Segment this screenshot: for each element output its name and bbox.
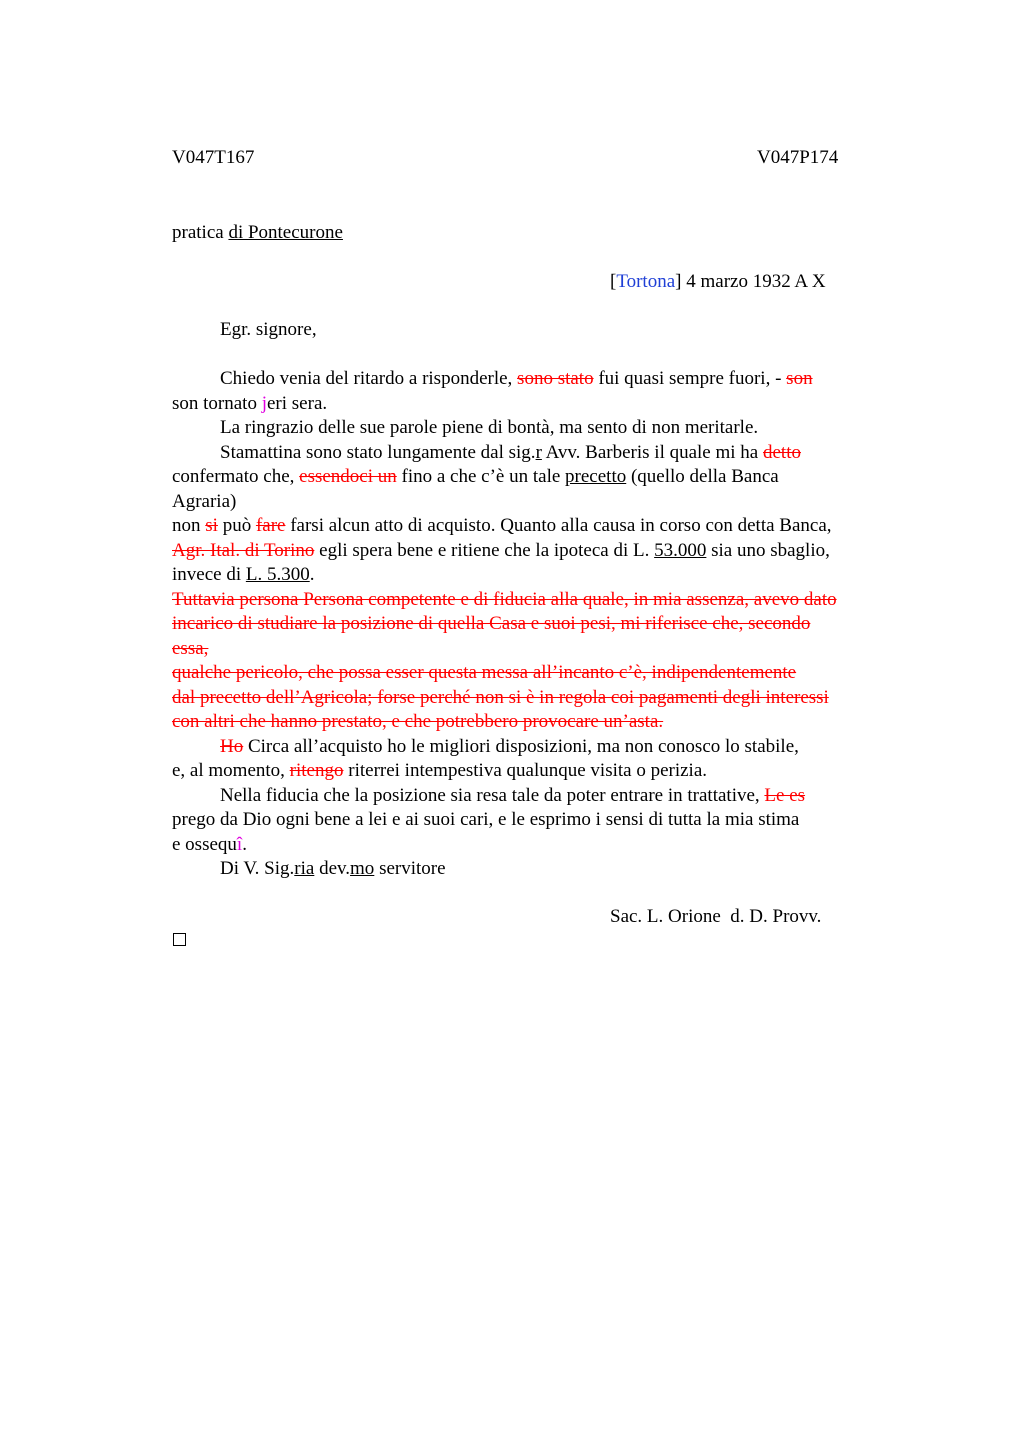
corrected-letter: î bbox=[236, 834, 243, 855]
text-run: e ossequ bbox=[172, 834, 237, 855]
body-line-2 bbox=[172, 392, 327, 416]
deleted-text: fare bbox=[255, 515, 286, 536]
body-line-7 bbox=[172, 514, 832, 538]
deleted-text: Agr. Ital. di Torino bbox=[172, 540, 315, 561]
deleted-paragraph-line-2: incarico di studiare la posizione di quella Casa e suoi pesi, mi riferisce che, secondo bbox=[172, 613, 811, 634]
deleted-text: sono stato bbox=[517, 368, 594, 389]
body-line-14 bbox=[172, 833, 247, 857]
deleted-paragraph-line-1: Tuttavia persona Persona competente e di fiducia alla quale, in mia assenza, avevo dato bbox=[172, 589, 837, 610]
deleted-paragraph-line-5: dal precetto dell’Agricola; forse perché non si è in regola coi pagamenti degli interessi bbox=[172, 687, 829, 708]
deleted-paragraph-line-3: essa, bbox=[172, 638, 209, 659]
body-line-13: prego da Dio ogni bene a lei e ai suoi cari, e le esprimo i sensi di tutta la mia stima bbox=[172, 809, 800, 830]
underlined-text: 53.000 bbox=[654, 540, 707, 561]
subject-prefix: pratica bbox=[172, 222, 229, 243]
subject-line bbox=[172, 222, 343, 244]
body-line-9 bbox=[172, 563, 314, 587]
body-line-3: La ringrazio delle sue parole piene di bontà, ma sento di non meritarle. bbox=[220, 417, 759, 438]
text-run: non bbox=[172, 515, 206, 536]
body-line-4 bbox=[220, 441, 801, 465]
end-marker-square-icon bbox=[173, 933, 186, 946]
body-line-12 bbox=[220, 784, 805, 808]
header-right-code: V047P174 bbox=[757, 147, 839, 168]
dateline-open: [ bbox=[610, 271, 617, 292]
deleted-text: essendoci un bbox=[299, 466, 397, 487]
deleted-text: ritengo bbox=[289, 760, 344, 781]
text-run: Avv. Barberis il quale mi ha bbox=[541, 442, 763, 463]
text-run: può bbox=[217, 515, 256, 536]
underlined-text: L. 5.300 bbox=[245, 564, 310, 585]
text-run: sia uno sbaglio, bbox=[706, 540, 830, 561]
text-run: Stamattina sono stato lungamente dal sig. bbox=[220, 442, 536, 463]
text-run: (quello della Banca bbox=[626, 466, 779, 487]
text-run: Circa all’acquisto ho le migliori disposizioni, ma non conosco lo stabile, bbox=[243, 736, 799, 757]
text-run: eri sera. bbox=[267, 393, 328, 414]
deleted-text: si bbox=[205, 515, 218, 536]
underlined-text: precetto bbox=[565, 466, 627, 487]
text-run: Nella fiducia che la posizione sia resa tale da poter entrare in trattative, bbox=[220, 785, 765, 806]
text-run: son tornato bbox=[172, 393, 262, 414]
deleted-text: son bbox=[786, 368, 813, 389]
deleted-paragraph-line-4: qualche pericolo, che possa esser questa messa all’incanto c’è, indipendentemente bbox=[172, 662, 797, 683]
body-line-1 bbox=[220, 367, 813, 391]
deleted-text: detto bbox=[762, 442, 801, 463]
text-run: invece di bbox=[172, 564, 246, 585]
dateline-rest: ] 4 marzo 1932 A X bbox=[675, 271, 826, 292]
text-run: dev. bbox=[314, 858, 351, 879]
text-run: . bbox=[242, 834, 247, 855]
dateline-place: Tortona bbox=[616, 271, 676, 292]
text-run: farsi alcun atto di acquisto. Quanto alla causa in corso con detta Banca, bbox=[285, 515, 832, 536]
text-run: servitore bbox=[374, 858, 446, 879]
body-line-6: Agraria) bbox=[172, 491, 237, 512]
subject-place: di Pontecurone bbox=[228, 222, 343, 243]
body-line-5 bbox=[172, 465, 779, 489]
deleted-text: Ho bbox=[220, 736, 244, 757]
body-line-10 bbox=[220, 735, 799, 759]
text-run: riterrei intempestiva qualunque visita o perizia. bbox=[343, 760, 708, 781]
corrected-letter: j bbox=[261, 393, 267, 414]
salutation: Egr. signore, bbox=[220, 319, 317, 340]
closing-line bbox=[220, 857, 446, 881]
text-run: Di V. Sig. bbox=[220, 858, 295, 879]
dateline bbox=[610, 271, 826, 293]
text-run: . bbox=[309, 564, 315, 585]
text-run: e, al momento, bbox=[172, 760, 290, 781]
underlined-text: ria bbox=[294, 858, 315, 879]
text-run: confermato che, bbox=[172, 466, 300, 487]
underlined-text: r bbox=[535, 442, 542, 463]
signature: Sac. L. Orione d. D. Provv. bbox=[610, 906, 822, 927]
text-run: Chiedo venia del ritardo a risponderle, bbox=[220, 368, 518, 389]
body-line-8 bbox=[172, 539, 830, 563]
body-line-11 bbox=[172, 759, 707, 783]
deleted-paragraph-line-6: con altri che hanno prestato, e che potrebbero provocare un’asta. bbox=[172, 711, 664, 732]
text-run: fino a che c’è un tale bbox=[396, 466, 566, 487]
text-run: egli spera bene e ritiene che la ipoteca di L. bbox=[314, 540, 655, 561]
underlined-text: mo bbox=[350, 858, 375, 879]
header-left-code: V047T167 bbox=[172, 147, 255, 168]
text-run: fui quasi sempre fuori, - bbox=[593, 368, 787, 389]
deleted-text: Le es bbox=[764, 785, 806, 806]
